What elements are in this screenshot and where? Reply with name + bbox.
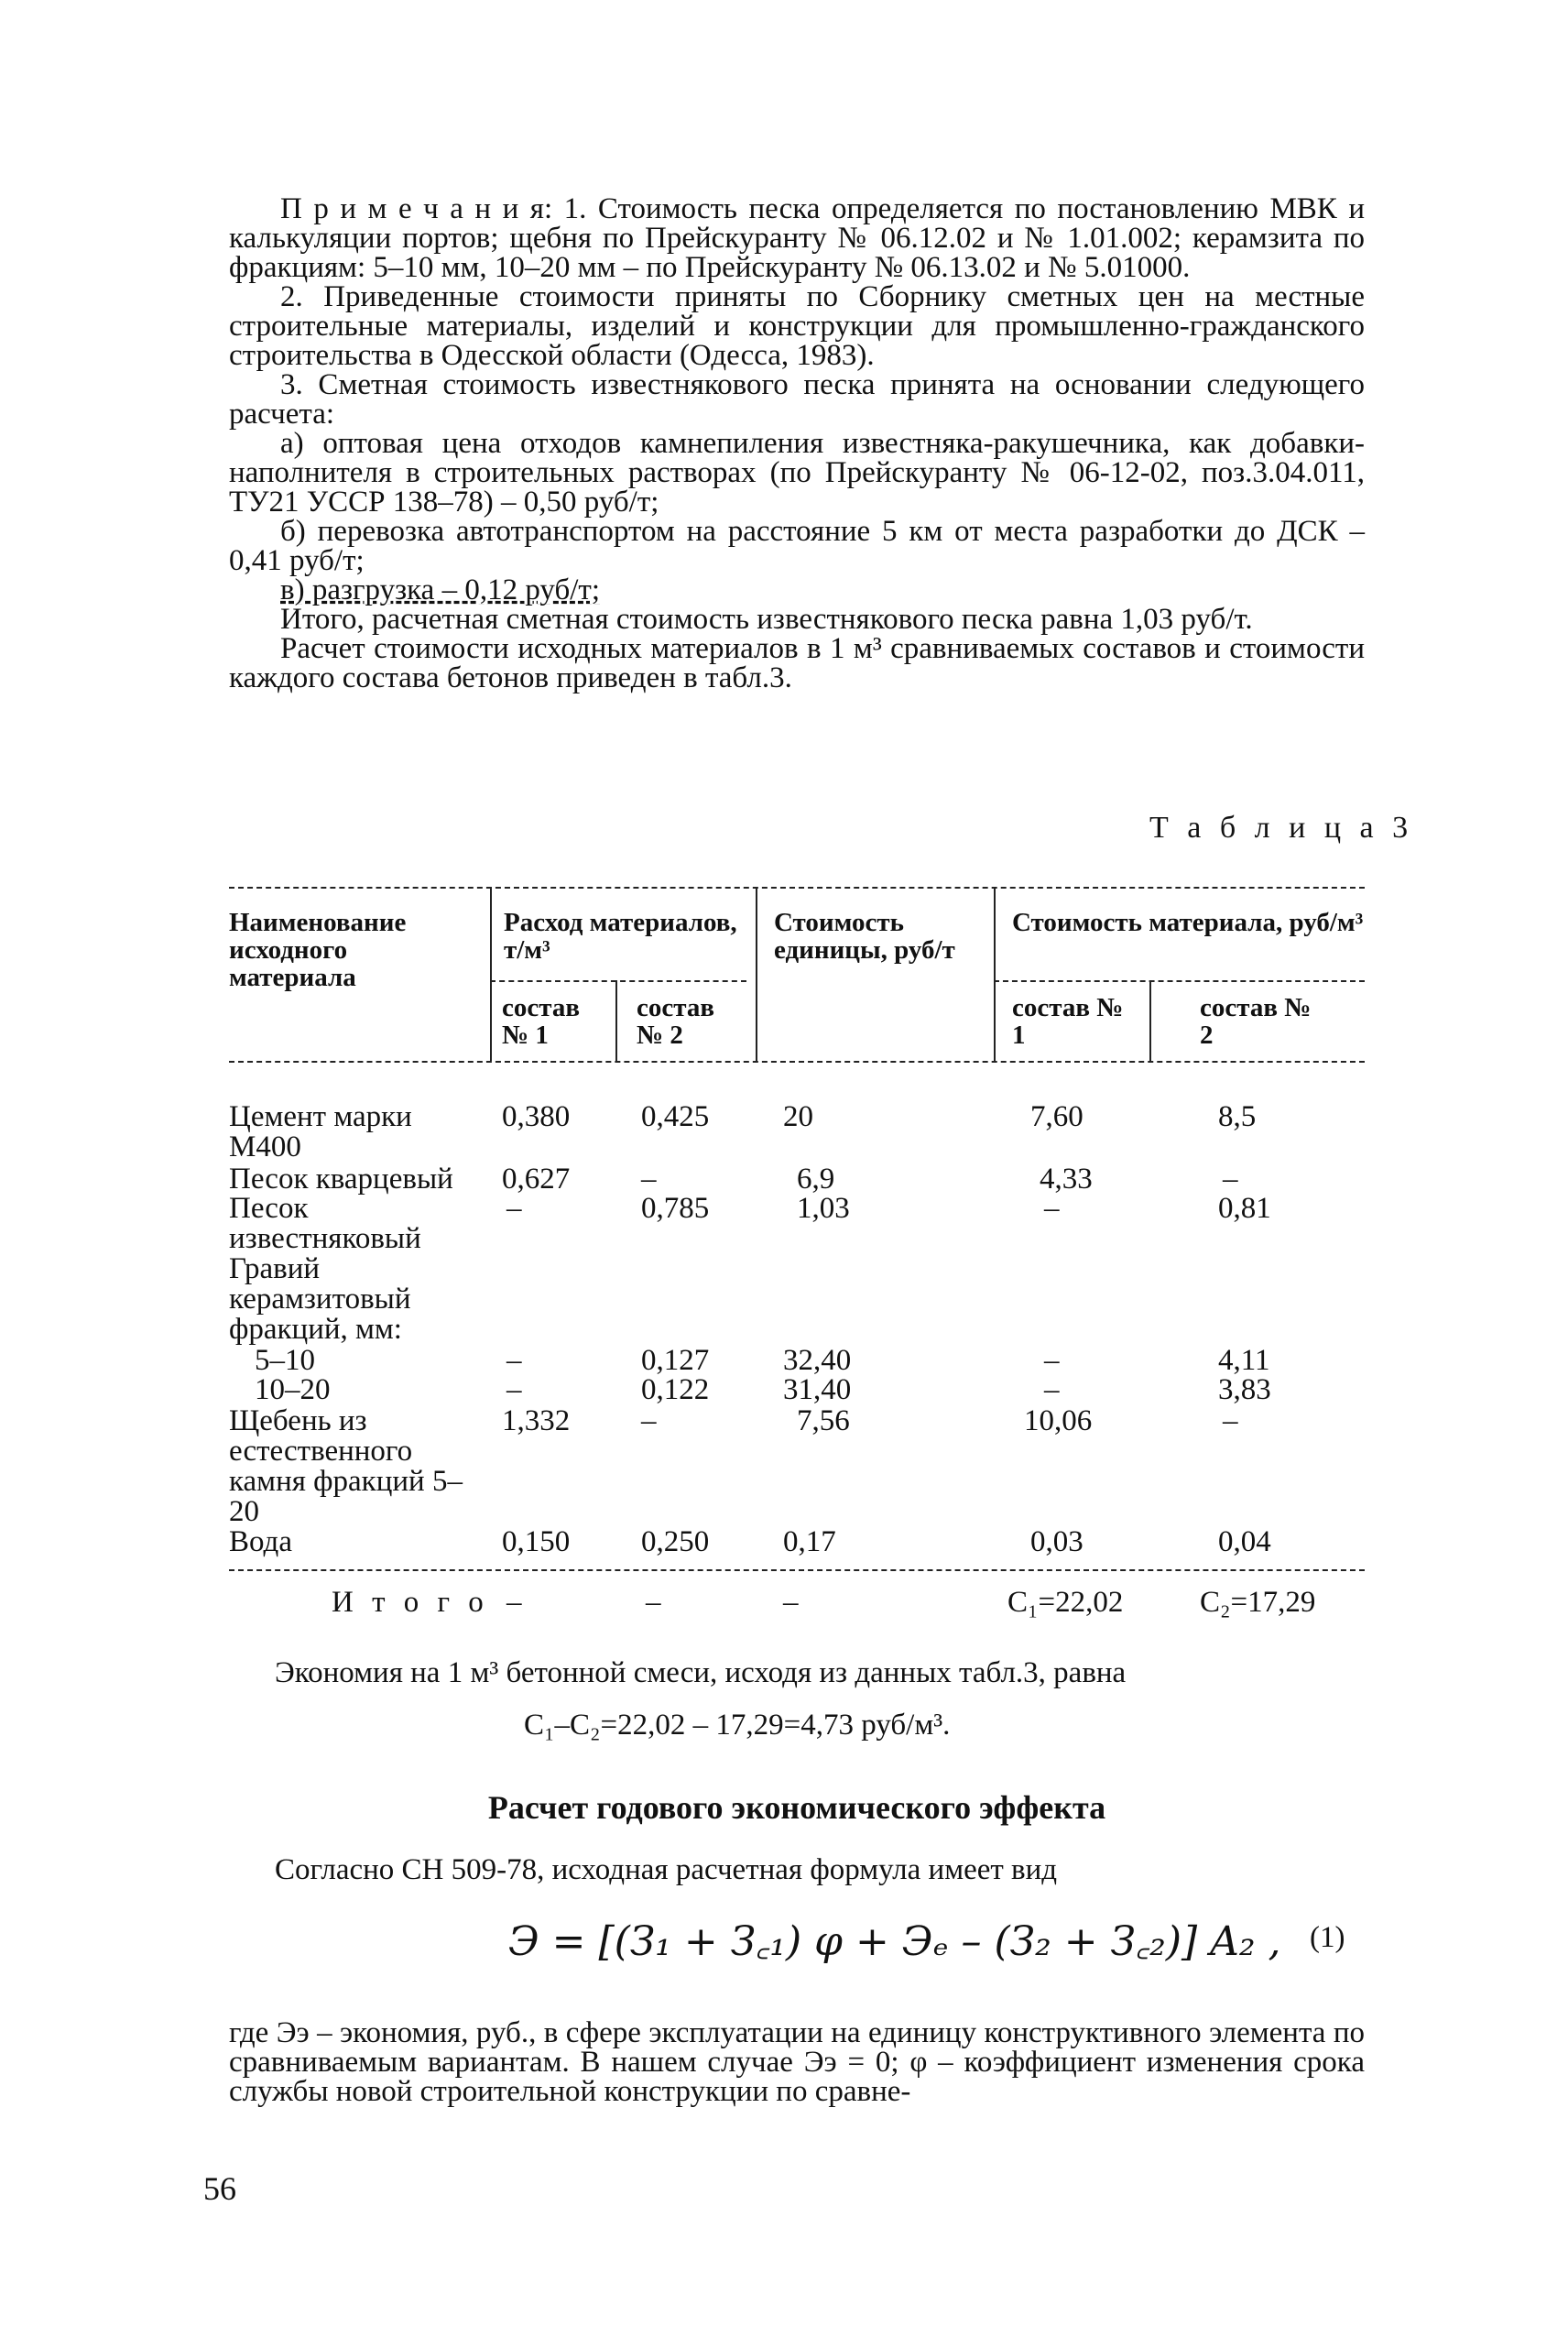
row-c1: –: [506, 1373, 522, 1406]
row-name: Щебень из естественного камня фракций 5–20: [229, 1404, 463, 1528]
economy-line-2: C₁–C₂=22,02 – 17,29=4,73 руб/м³.: [524, 1709, 951, 1742]
row-price: 31,40: [783, 1373, 852, 1406]
row-cost-c1: 4,33: [1040, 1163, 1093, 1196]
note-3: 3. Сметная стоимость известнякового песка принята на основании следующего расчета:: [229, 368, 1365, 431]
row-cost-c2: 8,5: [1218, 1100, 1257, 1133]
note-3b: б) перевозка автотранспортом на расстояние 5 км от места разработки до ДСК – 0,41 руб/т;: [229, 515, 1365, 577]
note-3c: в) разгрузка – 0,12 руб/т;: [280, 573, 600, 606]
vline-5: [1149, 980, 1151, 1061]
total-label: И т о г о: [332, 1586, 489, 1619]
row-c2: 0,250: [641, 1525, 710, 1558]
row-cost-c1: –: [1044, 1373, 1060, 1406]
header-unit-cost: Стоимость единицы, руб/т: [774, 908, 955, 965]
header-cost-c2: состав № 2: [1200, 993, 1312, 1050]
formula-number: (1): [1310, 1921, 1345, 1954]
total-cost-c1: C₁=22,02: [1007, 1586, 1124, 1619]
vline-4: [994, 887, 996, 1061]
header-material: Наименование исходного материала: [229, 908, 407, 992]
total-c2: –: [646, 1586, 661, 1619]
table-header-bottom-rule: [229, 1061, 1365, 1063]
row-c1: 0,150: [502, 1525, 571, 1558]
row-c1: 0,380: [502, 1100, 571, 1133]
row-c2: 0,122: [641, 1373, 710, 1406]
row-cost-c2: 0,04: [1218, 1525, 1271, 1558]
row-c1: –: [506, 1192, 522, 1225]
note-1: П р и м е ч а н и я: 1. Стоимость песка определяется по постановлению МВК и калькуляции портов; щебня по Прейскуранту № 06.12.02 и № 1.01.002; керамзита по фракциям: 5–10 мм, 10–20 мм – по Прейскуранту № 06.13.02 и № 5.01000.: [229, 192, 1365, 284]
row-cost-c2: –: [1223, 1163, 1238, 1196]
row-c2: 0,425: [641, 1100, 710, 1133]
table-caption: Т а б л и ц а 3: [1149, 811, 1414, 845]
row-cost-c2: 3,83: [1218, 1373, 1271, 1406]
economy-line-1: Экономия на 1 м³ бетонной смеси, исходя из данных табл.3, равна: [275, 1656, 1127, 1689]
row-name: Гравий керамзитовый фракций, мм:: [229, 1252, 411, 1346]
section-intro: Согласно СН 509-78, исходная расчетная формула имеет вид: [275, 1853, 1058, 1886]
row-name: Песок кварцевый: [229, 1163, 453, 1196]
where-paragraph: где Ээ – экономия, руб., в сфере эксплуатации на единицу конструктивного элемента по сравниваемым вариантам. В нашем случае Ээ = 0; φ – коэффициент изменения срока службы новой строительной конструкции по сравне-: [229, 2016, 1365, 2108]
row-price: 32,40: [783, 1344, 852, 1377]
row-price: 6,9: [797, 1163, 835, 1196]
row-name: Песок известняковый: [229, 1192, 421, 1255]
row-price: 1,03: [797, 1192, 850, 1225]
row-name: Цемент марки М400: [229, 1100, 412, 1163]
row-c1: –: [506, 1344, 522, 1377]
row-c1: 0,627: [502, 1163, 571, 1196]
total-cost-c2: C₂=17,29: [1200, 1586, 1316, 1619]
table-total-rule: [229, 1569, 1365, 1571]
row-cost-c2: 0,81: [1218, 1192, 1271, 1225]
vline-1: [490, 887, 492, 1061]
notes-block: [229, 194, 1365, 693]
section-heading: Расчет годового экономического эффекта: [487, 1789, 1106, 1826]
cost-sub-rule: [994, 980, 1365, 982]
row-cost-c1: 7,60: [1030, 1100, 1083, 1133]
row-c2: 0,785: [641, 1192, 710, 1225]
consumption-sub-rule: [490, 980, 746, 982]
row-cost-c1: 10,06: [1024, 1404, 1093, 1437]
row-name: 5–10: [255, 1344, 315, 1377]
row-cost-c1: –: [1044, 1344, 1060, 1377]
table-top-rule: [229, 887, 1365, 889]
page-number: 56: [203, 2170, 236, 2207]
row-c2: 0,127: [641, 1344, 710, 1377]
row-c2: –: [641, 1163, 657, 1196]
header-consumption-c2: состав № 2: [637, 993, 715, 1050]
row-name: Вода: [229, 1525, 292, 1558]
note-calc: Расчет стоимости исходных материалов в 1 м³ сравниваемых составов и стоимости каждого состава бетонов приведен в табл.3.: [229, 632, 1365, 694]
row-cost-c2: –: [1223, 1404, 1238, 1437]
header-consumption: Расход материалов, т/м³: [504, 908, 737, 965]
row-price: 0,17: [783, 1525, 836, 1558]
row-price: 20: [783, 1100, 813, 1133]
vline-2: [615, 980, 617, 1061]
row-name: 10–20: [255, 1373, 331, 1406]
note-total: Итого, расчетная сметная стоимость известнякового песка равна 1,03 руб/т.: [280, 603, 1253, 636]
row-price: 7,56: [797, 1404, 850, 1437]
total-c1: –: [506, 1586, 522, 1619]
header-cost-c1: состав № 1: [1012, 993, 1124, 1050]
row-cost-c1: –: [1044, 1192, 1060, 1225]
row-cost-c1: 0,03: [1030, 1525, 1083, 1558]
row-c1: 1,332: [502, 1404, 571, 1437]
header-consumption-c1: состав № 1: [502, 993, 581, 1050]
row-c2: –: [641, 1404, 657, 1437]
total-price: –: [783, 1586, 799, 1619]
row-cost-c2: 4,11: [1218, 1344, 1270, 1377]
vline-3: [756, 887, 757, 1061]
header-material-cost: Стоимость материала, руб/м³: [1012, 908, 1364, 937]
note-2: 2. Приведенные стоимости приняты по Сборнику сметных цен на местные строительные материалы, изделий и конструкции для промышленно-гражданского строительства в Одесской области (Одесса, 1983).: [229, 280, 1365, 372]
note-3a: а) оптовая цена отходов камнепиления известняка-ракушечника, как добавки-наполнителя в строительных растворах (по Прейскуранту № 06-12-02, поз.3.04.011, ТУ21 УССР 138–78) – 0,50 руб/т;: [229, 427, 1365, 519]
formula: Э = [(З₁ + З꜀₁) φ + Эₑ – (З₂ + З꜀₂)] A₂ ,: [508, 1918, 1281, 1965]
